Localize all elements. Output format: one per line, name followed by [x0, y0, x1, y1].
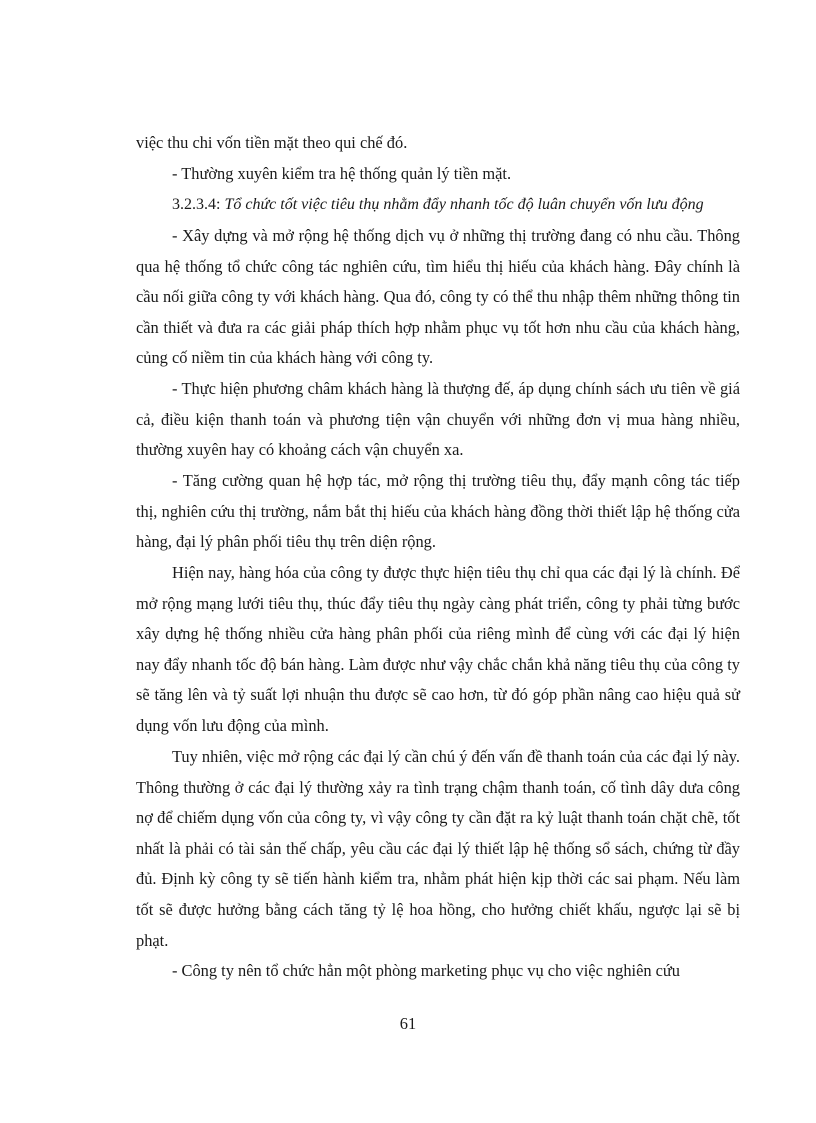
paragraph-agent-payment: Tuy nhiên, việc mở rộng các đại lý cần chú ý đến vấn đề thanh toán của các đại lý này. Thông thường ở các đại lý thường xảy ra tình trạng chậm thanh toán, cố tình dây dưa công nợ để chiếm dụng vốn của công ty, vì vậy công ty cần đặt ra kỷ luật thanh toán chặt chẽ, tốt nhất là phải có tài sản thế chấp, yêu cầu các đại lý thiết lập hệ thống sổ sách, chứng từ đầy đủ. Định kỳ công ty sẽ tiến hành kiểm tra, nhằm phát hiện kịp thời các sai phạm. Nếu làm tốt sẽ được hưởng bằng cách tăng tỷ lệ hoa hồng, cho hưởng chiết khấu, ngược lại sẽ bị phạt.	[136, 747, 740, 950]
section-heading	[172, 190, 752, 221]
paragraph-marketing: - Công ty nên tổ chức hẳn một phòng marketing phục vụ cho việc nghiên cứu	[172, 961, 681, 980]
paragraph-customer-policy: - Thực hiện phương châm khách hàng là thượng đế, áp dụng chính sách ưu tiên về giá cả, điều kiện thanh toán và phương tiện vận chuyển với những đơn vị mua hàng nhiều, thường xuyên hay có khoảng cách vận chuyển xa.	[136, 379, 740, 460]
paragraph-distribution: Hiện nay, hàng hóa của công ty được thực hiện tiêu thụ chỉ qua các đại lý là chính. Để mở rộng mạng lưới tiêu thụ, thúc đẩy tiêu thụ ngày càng phát triển, công ty phải từng bước xây dựng hệ thống nhiều cửa hàng phân phối của riêng mình để cùng với các đại lý hiện nay đẩy nhanh tốc độ bán hàng. Làm được như vậy chắc chắn khả năng tiêu thụ của công ty sẽ tăng lên và tỷ suất lợi nhuận thu được sẽ cao hơn, từ đó góp phần nâng cao hiệu quả sử dụng vốn lưu động của mình.	[136, 563, 740, 735]
paragraph-cash-control: - Thường xuyên kiểm tra hệ thống quản lý tiền mặt.	[172, 164, 512, 183]
paragraph-market-expansion: - Tăng cường quan hệ hợp tác, mở rộng thị trường tiêu thụ, đẩy mạnh công tác tiếp thị, nghiên cứu thị trường, nắm bắt thị hiếu của khách hàng đồng thời thiết lập hệ thống cửa hàng, đại lý phân phối tiêu thụ trên diện rộng.	[136, 471, 740, 552]
section-number: 3.2.3.4:	[172, 196, 221, 213]
paragraph-continuation: việc thu chi vốn tiền mặt theo qui chế đó.	[136, 133, 408, 152]
paragraph-service-system: - Xây dựng và mở rộng hệ thống dịch vụ ở những thị trường đang có nhu cầu. Thông qua hệ thống tổ chức công tác nghiên cứu, tìm hiểu thị hiếu của khách hàng. Đây chính là cầu nối giữa công ty với khách hàng. Qua đó, công ty có thể thu nhập thêm những thông tin cần thiết và đưa ra các giải pháp thích hợp nhằm phục vụ tốt hơn nhu cầu của khách hàng, củng cố niềm tin của khách hàng với công ty.	[136, 226, 740, 368]
section-title: Tổ chức tốt việc tiêu thụ nhằm đẩy nhanh tốc độ luân chuyển vốn lưu động	[224, 196, 704, 213]
page-number: 61	[399, 1014, 417, 1033]
